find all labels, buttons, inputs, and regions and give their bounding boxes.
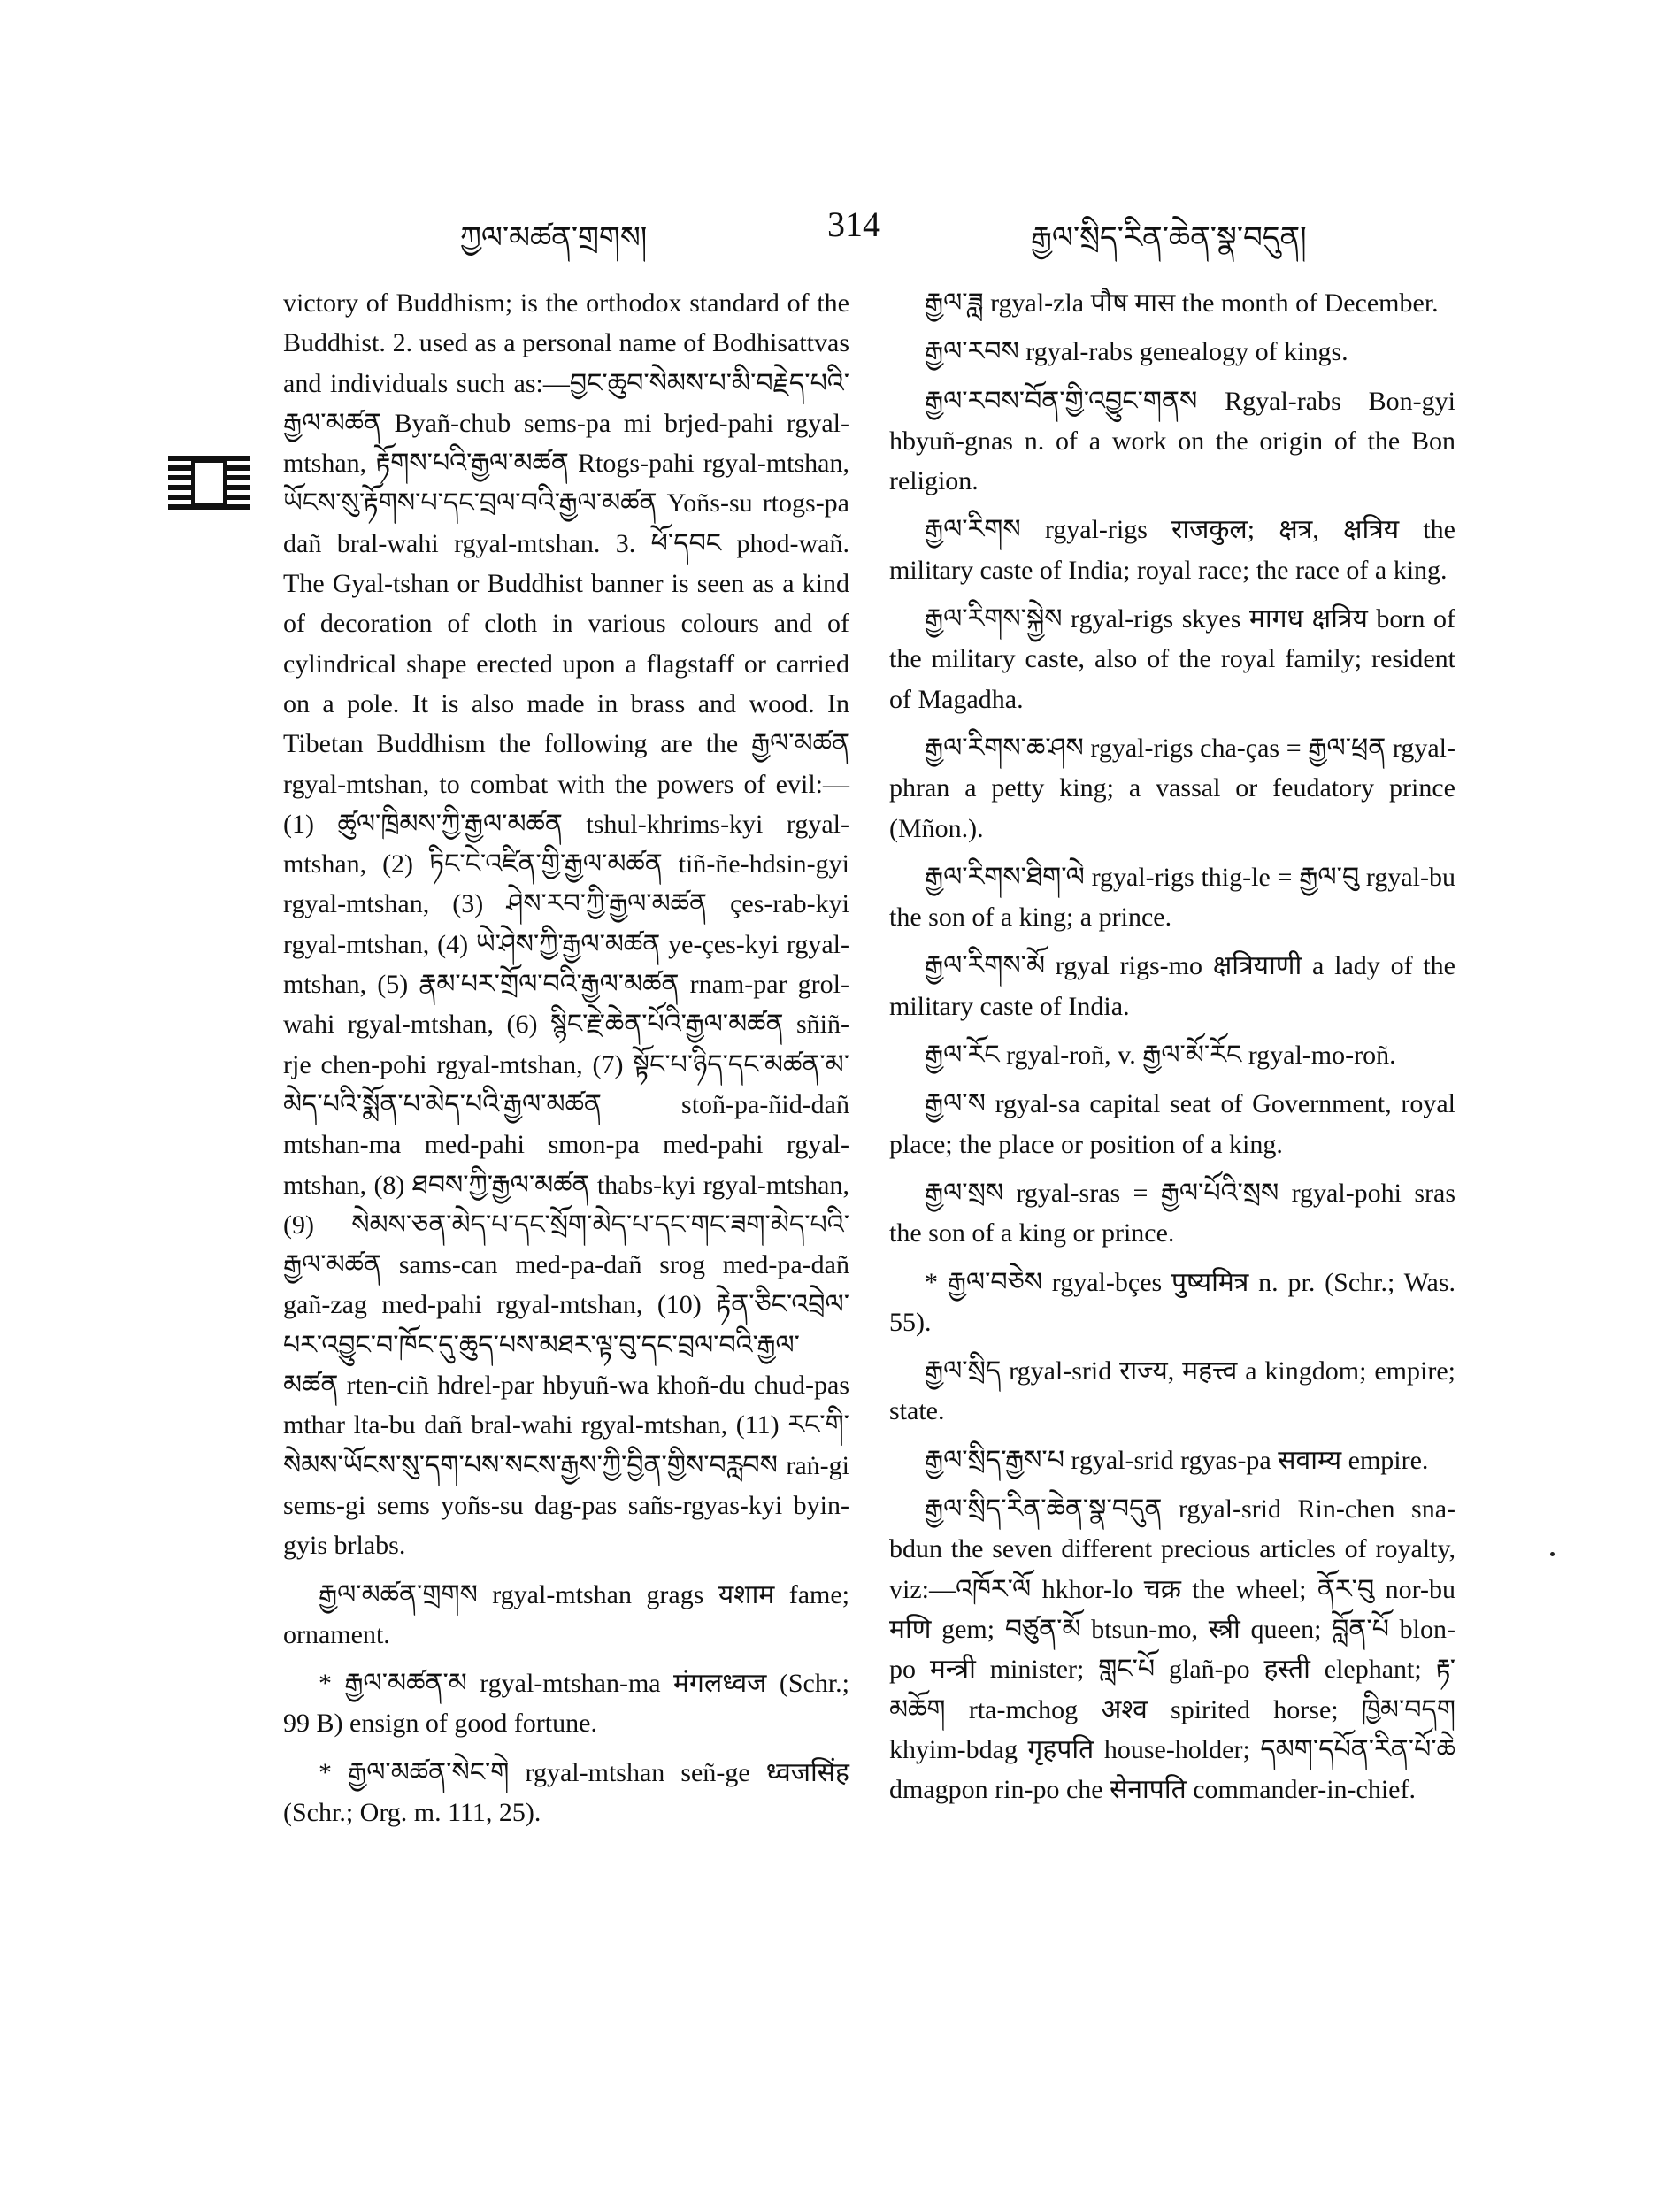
dictionary-entry: རྒྱལ་རབས rgyal-rabs genealogy of kings.: [925, 337, 1348, 367]
dictionary-entry: རྒྱལ་སྲིད་རིན་ཆེན་སྣ་བདུན rgyal-srid Rin-chen sna-bdun the seven different precious articles of royalty, viz:—འཁོར་ལོ hkhor-lo चक्र the wheel; ནོར་བུ nor-bu मणि gem; བཙུན་མོ btsun-mo, स्त्री queen; བློན་པོ blon-po मन्त्री minister; གླང་པོ glañ-po हस्ती elephant; རྟ་མཆོག rta-mchog अश्व spirited horse; ཁྱིམ་བདག khyim-bdag गृहपति house-holder; དམག་དཔོན་རིན་པོ་ཆེ dmagpon rin-po che सेनापति commander-in-chief.: [889, 1494, 1455, 1805]
right-running-head: རྒྱལ་སྲིད་རིན་ཆེན་སྣ་བདུན།: [1031, 222, 1307, 255]
left-running-head: ཀྱལ་མཚན་གྲགས།: [460, 222, 648, 255]
dictionary-entry: རྒྱལ་སྲས rgyal-sras = རྒྱལ་པོའི་སྲས rgyal-pohi sras the son of a king or prince.: [889, 1178, 1455, 1248]
dictionary-entry: * རྒྱལ་མཚན་མ rgyal-mtshan-ma मंगलध्वज (Schr.; 99 B) ensign of good fortune.: [283, 1669, 849, 1739]
thumb-index-glyph: [191, 459, 227, 507]
dictionary-entry: རྒྱལ་མཚན་གྲགས rgyal-mtshan grags यशाम fame; ornament.: [283, 1579, 849, 1649]
scan-speck: [1550, 1552, 1555, 1556]
left-column: [283, 283, 849, 1832]
dictionary-entry: victory of Buddhism; is the orthodox standard of the Buddhist. 2. used as a personal name of Bodhisattvas and individuals such as:—བྱང་ཆུབ་སེམས་པ་མི་བརྗེད་པའི་རྒྱལ་མཚན Byañ-chub sems-pa mi brjed-pahi rgyal-mtshan, རྟོགས་པའི་རྒྱལ་མཚན Rtogs-pahi rgyal-mtshan, ཡོངས་སུ་རྟོགས་པ་དང་བྲལ་བའི་རྒྱལ་མཚན Yoñs-su rtogs-pa dañ bral-wahi rgyal-mtshan. 3. ཕོ་དབང phod-wañ. The Gyal-tshan or Buddhist banner is seen as a kind of decoration of cloth in various colours and of cylindrical shape erected upon a flagstaff or carried on a pole. It is also made in brass and wood. In Tibetan Buddhism the following are the རྒྱལ་མཚན rgyal-mtshan, to combat with the powers of evil:—(1) ཚུལ་ཁྲིམས་ཀྱི་རྒྱལ་མཚན tshul-khrims-kyi rgyal-mtshan, (2) ཏིང་ངེ་འཛིན་གྱི་རྒྱལ་མཚན tiñ-ñe-hdsin-gyi rgyal-mtshan, (3) ཤེས་རབ་ཀྱི་རྒྱལ་མཚན çes-rab-kyi rgyal-mtshan, (4) ཡེ་ཤེས་ཀྱི་རྒྱལ་མཚན ye-çes-kyi rgyal-mtshan, (5) རྣམ་པར་གྲོལ་བའི་རྒྱལ་མཚན rnam-par grol-wahi rgyal-mtshan, (6) སྙིང་རྗེ་ཆེན་པོའི་རྒྱལ་མཚན sñiñ-rje chen-pohi rgyal-mtshan, (7) སྟོང་པ་ཉིད་དང་མཚན་མ་མེད་པའི་སྨོན་པ་མེད་པའི་རྒྱལ་མཚན stoñ-pa-ñid-dañ mtshan-ma med-pahi smon-pa med-pahi rgyal-mtshan, (8) ཐབས་ཀྱི་རྒྱལ་མཚན thabs-kyi rgyal-mtshan, (9) སེམས་ཅན་མེད་པ་དང་སྲོག་མེད་པ་དང་གང་ཟག་མེད་པའི་རྒྱལ་མཚན sams-can med-pa-dañ srog med-pa-dañ gañ-zag med-pahi rgyal-mtshan, (10) རྟེན་ཅིང་འབྲེལ་པར་འབྱུང་བ་ཁོང་དུ་ཆུད་པས་མཐར་ལྟ་བུ་དང་བྲལ་བའི་རྒྱལ་མཚན rten-ciñ hdrel-par hbyuñ-wa khoñ-du chud-pas mthar lta-bu dañ bral-wahi rgyal-mtshan, (11) རང་གི་སེམས་ཡོངས་སུ་དག་པས་སངས་རྒྱས་ཀྱི་བྱིན་གྱིས་བརླབས raṅ-gi sems-gi sems yoñs-su dag-pas sañs-rgyas-kyi byin-gyis brlabs.: [283, 288, 849, 1561]
dictionary-entry: རྒྱལ་སྲིད rgyal-srid राज्य, महत्त्व a kingdom; empire; state.: [889, 1356, 1455, 1426]
dictionary-entry: རྒྱལ་རབས་བོན་གྱི་འབྱུང་གནས Rgyal-rabs Bon-gyi hbyuñ-gnas n. of a work on the origin of the Bon religion.: [889, 386, 1455, 496]
page-number: 314: [827, 204, 880, 244]
dictionary-entry: རྒྱལ་ཟླ rgyal-zla पौष मास the month of December.: [925, 288, 1439, 318]
right-column: [889, 283, 1455, 1809]
dictionary-entry: རྒྱལ་རིགས་ཆ་ཤས rgyal-rigs cha-ças = རྒྱལ་ཕྲན rgyal-phran a petty king; a vassal or feudatory prince (Mñon.).: [889, 733, 1455, 843]
thumb-index-tab: [168, 456, 250, 511]
dictionary-entry: རྒྱལ་ས rgyal-sa capital seat of Government, royal place; the place or position of a king.: [889, 1089, 1455, 1159]
dictionary-entry: རྒྱལ་རིགས rgyal-rigs राजकुल; क्षत्र, क्षत्रिय the military caste of India; royal race; the race of a king.: [889, 515, 1455, 585]
dictionary-entry: རྒྱལ་རིགས་ཐིག་ལེ rgyal-rigs thig-le = རྒྱལ་བུ rgyal-bu the son of a king; a prince.: [889, 862, 1455, 933]
dictionary-entry: རྒྱལ་སྲིད་རྒྱས་པ rgyal-srid rgyas-pa सवाम्य empire.: [925, 1445, 1429, 1475]
dictionary-entry: རྒྱལ་རོང rgyal-roñ, v. རྒྱལ་མོ་རོང rgyal-mo-roñ.: [925, 1041, 1396, 1071]
dictionary-entry: རྒྱལ་རིགས་མོ rgyal rigs-mo क्षत्रियाणी a lady of the military caste of India.: [889, 951, 1455, 1021]
dictionary-entry: * རྒྱལ་བཅེས rgyal-bçes पुष्यमित्र n. pr. (Schr.; Was. 55).: [889, 1267, 1455, 1337]
dictionary-entry: * རྒྱལ་མཚན་སེང་གེ rgyal-mtshan señ-ge ध्वजसिंह (Schr.; Org. m. 111, 25).: [283, 1757, 849, 1827]
dictionary-entry: རྒྱལ་རིགས་སྐྱེས rgyal-rigs skyes मागध क्षत्रिय born of the military caste, also of the royal family; resident of Magadha.: [889, 604, 1455, 714]
